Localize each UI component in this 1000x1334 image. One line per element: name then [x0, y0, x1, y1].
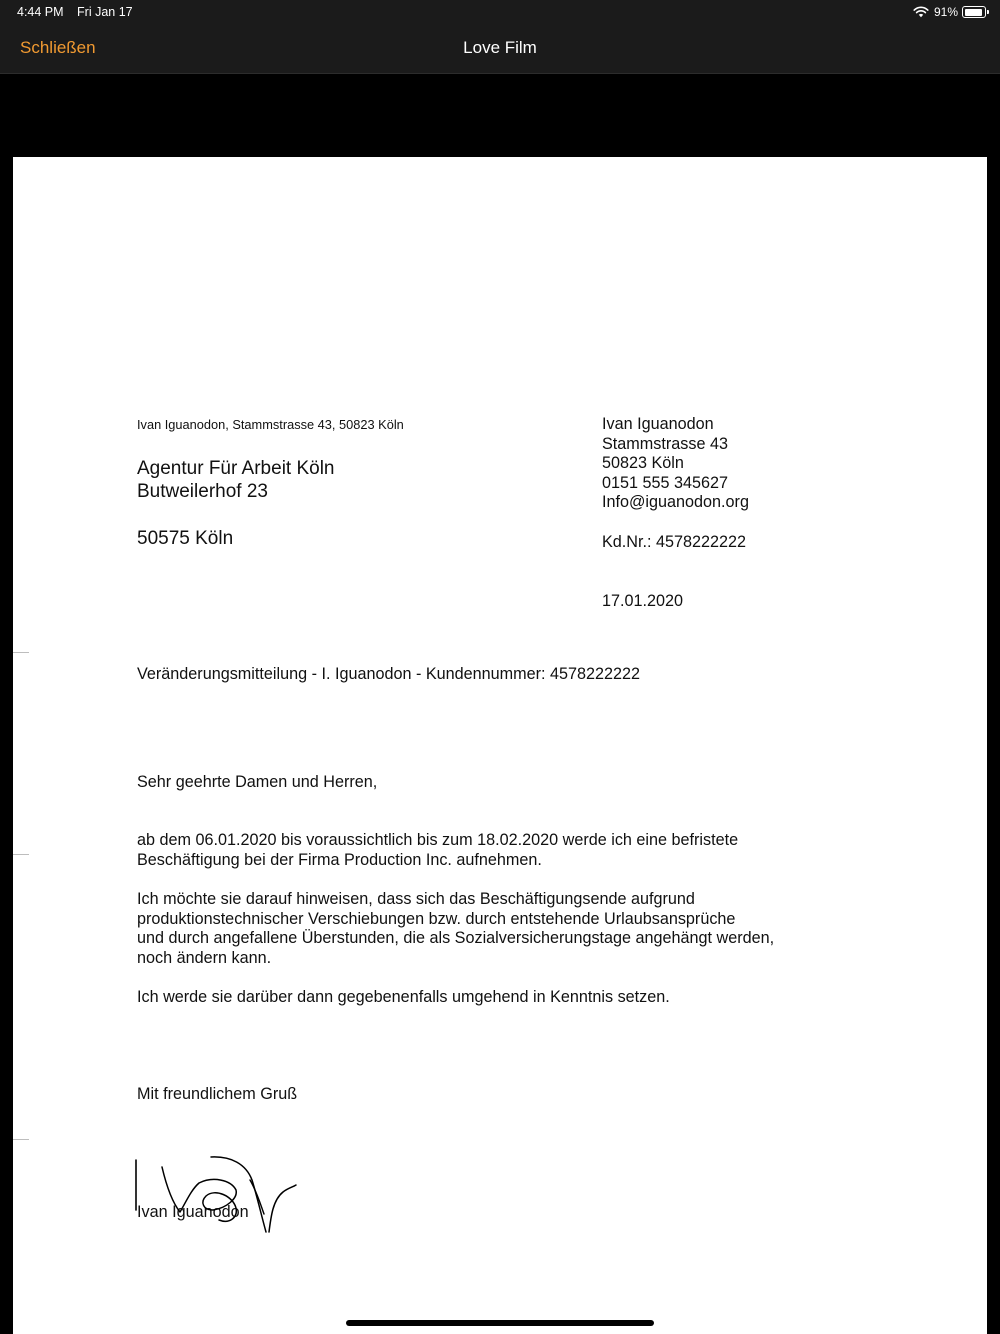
status-bar [0, 0, 1000, 24]
sender-street: Stammstrasse 43 [602, 435, 728, 453]
paragraph-2: Ich möchte sie darauf hinweisen, dass sich das Beschäftigungsende aufgrund produktionstechnischer Verschiebungen bzw. durch entstehende Urlaubsansprüche und durch angefallene Überstunden, die als Sozialversicherungstage angehängt werden, noch ändern kann. [137, 890, 775, 967]
letter-date: 17.01.2020 [602, 592, 684, 610]
battery-icon [962, 6, 986, 18]
paragraph-3: Ich werde sie darüber dann gegebenenfalls umgehend in Kenntnis setzen. [137, 988, 670, 1006]
navigation-bar [0, 24, 1000, 74]
salutation: Sehr geehrte Damen und Herren, [137, 773, 378, 791]
sender-city: 50823 Köln [602, 454, 684, 472]
customer-number: Kd.Nr.: 4578222222 [602, 533, 747, 551]
status-indicators [913, 5, 986, 19]
battery-percentage: 91% [933, 5, 958, 19]
close-button[interactable]: Schließen [20, 38, 96, 57]
sender-email: Info@iguanodon.org [602, 493, 749, 511]
handwritten-signature [133, 1152, 313, 1242]
status-date: Fri Jan 17 [77, 5, 133, 19]
sender-phone: 0151 555 345627 [602, 474, 729, 492]
fold-mark [13, 1139, 29, 1140]
punch-mark [13, 854, 29, 855]
home-indicator[interactable] [346, 1320, 654, 1326]
wifi-icon [913, 6, 929, 18]
battery-fill [965, 9, 982, 16]
status-time-date [17, 5, 133, 19]
recipient-line1: Agentur Für Arbeit Köln [137, 458, 335, 479]
fold-mark [13, 652, 29, 653]
document-page[interactable] [13, 157, 987, 1334]
nav-title: Love Film [463, 38, 537, 57]
recipient-city: 50575 Köln [137, 528, 234, 549]
closing: Mit freundlichem Gruß [137, 1085, 298, 1103]
sender-name: Ivan Iguanodon [602, 415, 714, 433]
letter-subject: Veränderungsmitteilung - I. Iguanodon - Kundennummer: 4578222222 [137, 665, 641, 683]
status-time: 4:44 PM [17, 5, 64, 19]
paragraph-1: ab dem 06.01.2020 bis voraussichtlich bis zum 18.02.2020 werde ich eine befristete Beschäftigung bei der Firma Production Inc. aufnehmen. [137, 831, 739, 869]
recipient-line2: Butweilerhof 23 [137, 481, 268, 502]
signature-name: Ivan Iguanodon [137, 1203, 249, 1221]
return-address: Ivan Iguanodon, Stammstrasse 43, 50823 Köln [137, 417, 404, 432]
